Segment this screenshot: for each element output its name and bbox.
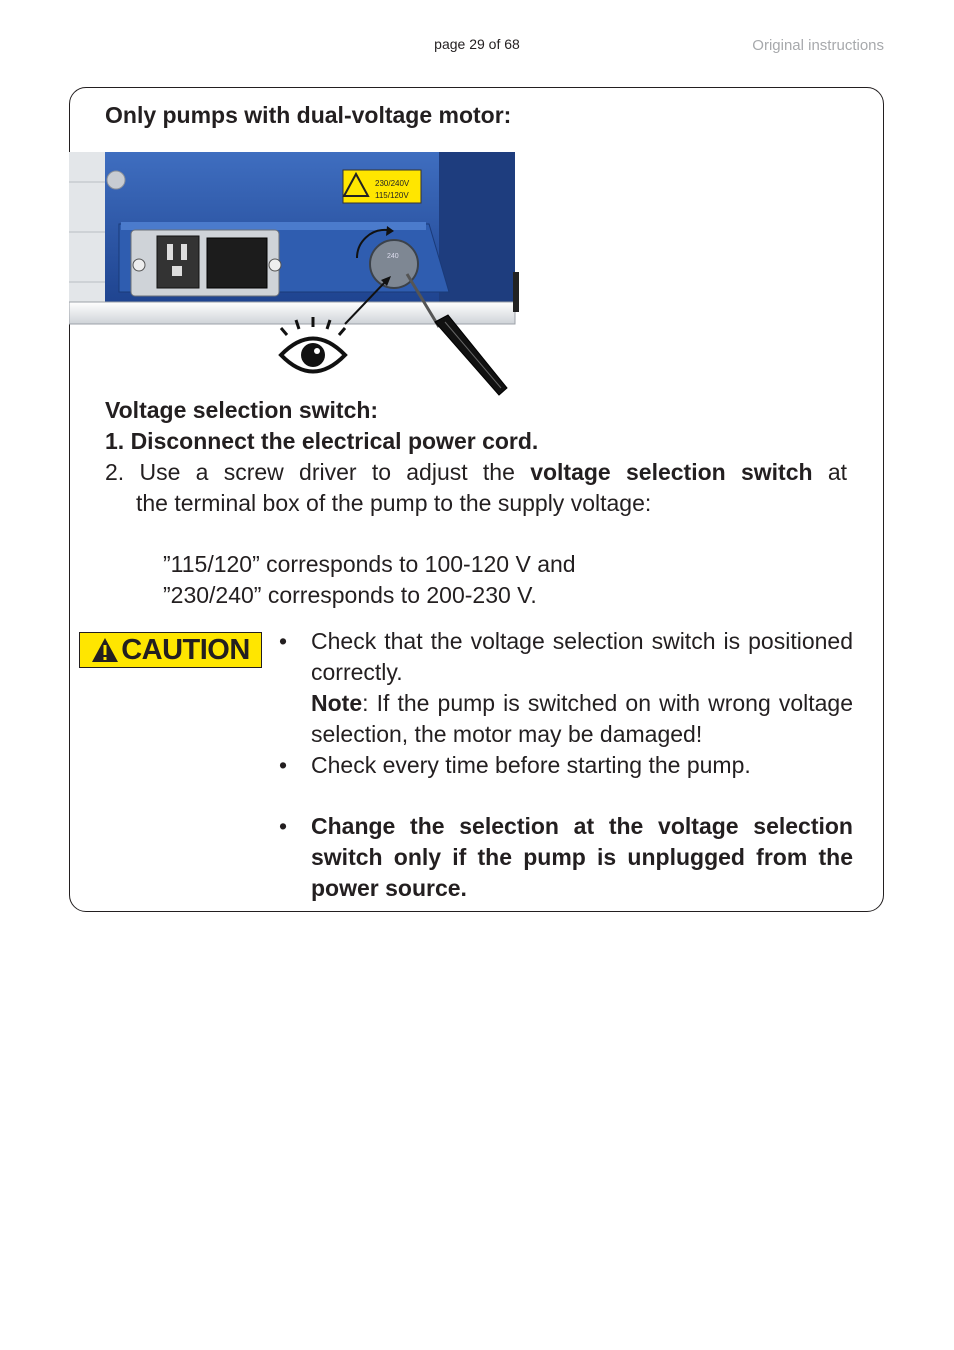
document-type-label: Original instructions <box>752 37 884 54</box>
page-number: page 29 of 68 <box>434 36 520 52</box>
eye-icon <box>281 317 345 372</box>
warning-triangle-icon <box>91 637 119 663</box>
caution-bullet-list <box>279 626 853 904</box>
bullet-1-text: Check that the voltage selection switch is positioned correctly. <box>311 628 853 685</box>
note-text: : If the pump is switched on with wrong voltage selection, the motor may be damaged! <box>311 690 853 747</box>
box-heading: Only pumps with dual-voltage motor: <box>105 102 512 128</box>
voltage-mapping-1: ”115/120” corresponds to 100-120 V and <box>163 551 576 577</box>
pump-terminal-box-photo <box>69 152 519 397</box>
bullet-2-text: Check every time before starting the pump. <box>311 752 751 778</box>
voltage-mapping-2: ”230/240” corresponds to 200-230 V. <box>163 582 537 608</box>
list-item <box>279 626 853 750</box>
bullet-glyph: • <box>279 628 288 654</box>
step-1: 1. Disconnect the electrical power cord. <box>105 428 539 454</box>
note-label: Note <box>311 690 363 716</box>
step-2-prefix: 2. Use a screw driver to adjust the <box>105 459 515 485</box>
caution-label: CAUTION <box>121 633 250 666</box>
caution-badge <box>79 632 262 668</box>
step-2-suffix: at <box>827 459 848 485</box>
section-title: Voltage selection switch: <box>105 397 379 423</box>
label-high-voltage: 230/240V <box>375 179 410 188</box>
list-item <box>279 811 853 904</box>
bullet-glyph: • <box>279 752 288 778</box>
list-item <box>279 750 853 781</box>
step-2-bold: voltage selection switch <box>530 459 813 485</box>
dial-label: 240 <box>387 253 399 260</box>
bullet-3-text: Change the selection at the voltage selection switch only if the pump is unplugged from the power source. <box>311 813 853 901</box>
step-2 <box>105 457 847 488</box>
step-2-continuation: the terminal box of the pump to the supply voltage: <box>136 490 652 516</box>
bullet-glyph: • <box>279 813 288 839</box>
label-low-voltage: 115/120V <box>375 191 409 200</box>
list-spacer <box>279 781 853 811</box>
